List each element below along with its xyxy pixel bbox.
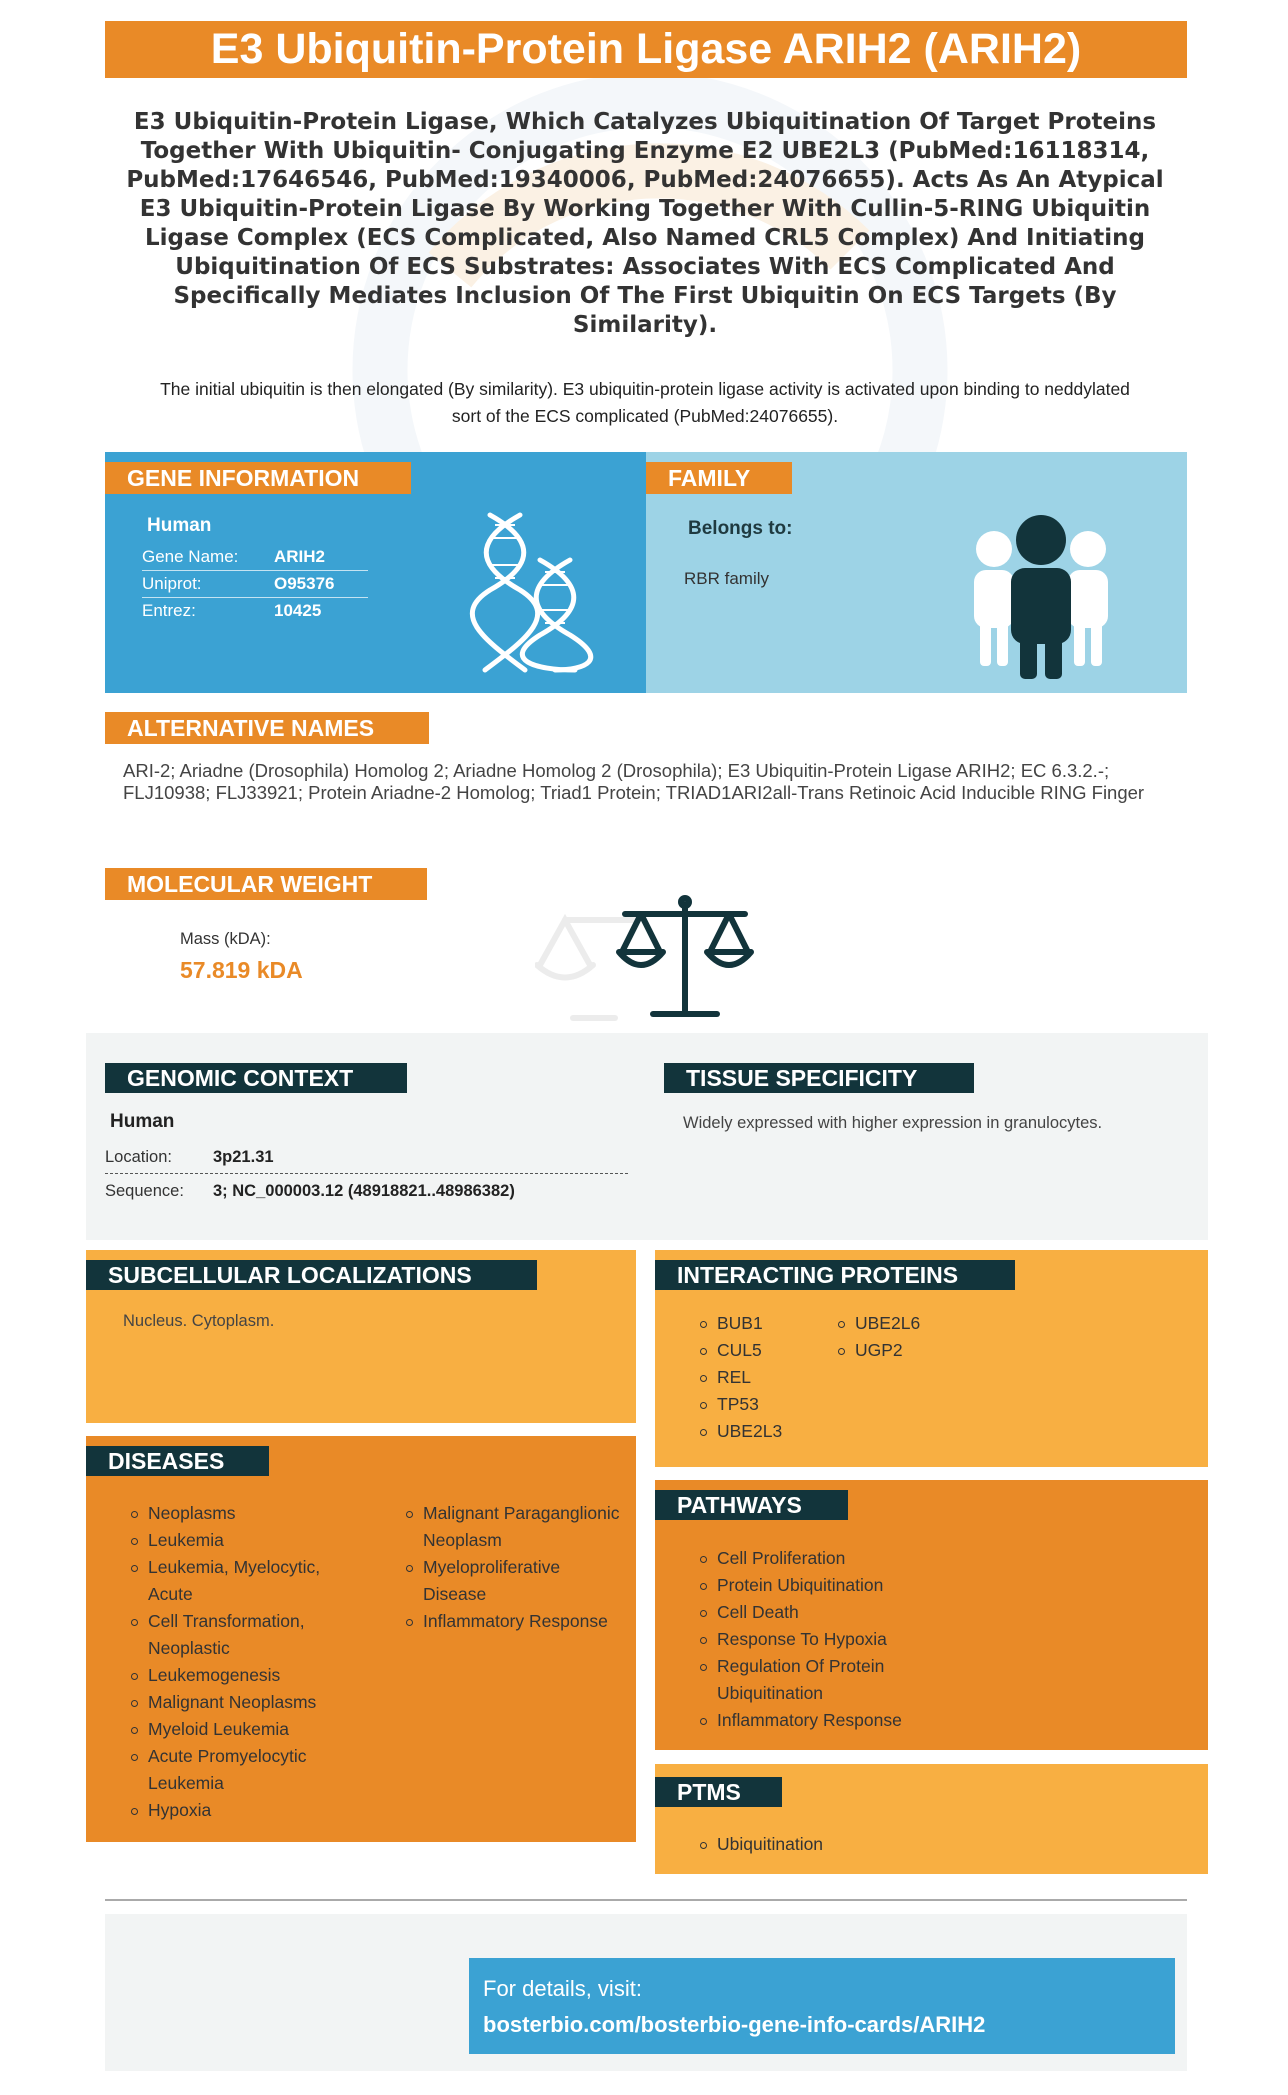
genomic-context-header: GENOMIC CONTEXT <box>105 1063 407 1093</box>
alternative-names-text: ARI-2; Ariadne (Drosophila) Homolog 2; Ariadne Homolog 2 (Drosophila); E3 Ubiquitin-Protein Ligase ARIH2; EC 6.3.2.-; FLJ10938; FLJ33921; Protein Ariadne-2 Homolog; Triad1 Protein; TRIAD1ARI2all-Trans Retinoic Acid Inducible RING Finger <box>123 760 1145 803</box>
entrez-value: 10425 <box>274 601 322 620</box>
subcellular-panel <box>86 1250 636 1423</box>
pathways-header: PATHWAYS <box>655 1490 848 1520</box>
list-item: Ubiquitination <box>697 1831 823 1858</box>
gene-name-label: Gene Name: <box>142 547 239 566</box>
list-item: Response To Hypoxia <box>697 1626 937 1653</box>
details-label: For details, visit: <box>483 1976 642 2001</box>
mass-value: 57.819 kDA <box>180 957 303 983</box>
interacting-proteins-list-2 <box>835 1310 920 1364</box>
tissue-specificity-text: Widely expressed with higher expression in granulocytes. <box>683 1114 1103 1132</box>
sequence-label: Sequence: <box>105 1182 184 1200</box>
people-group-icon <box>966 514 1116 679</box>
location-row <box>105 1144 628 1174</box>
uniprot-label: Uniprot: <box>142 574 202 593</box>
details-link[interactable]: bosterbio.com/bosterbio-gene-info-cards/ARIH2 <box>483 2012 986 2037</box>
ptms-panel <box>655 1764 1208 1874</box>
list-item: UBE2L6 <box>835 1310 920 1337</box>
location-label: Location: <box>105 1148 172 1166</box>
list-item: Malignant Neoplasms <box>128 1689 348 1716</box>
footer <box>105 1914 1187 2071</box>
family-panel <box>646 452 1187 693</box>
gene-summary-detail: The initial ubiquitin is then elongated (By similarity). E3 ubiquitin-protein ligase activity is activated upon binding to neddylated sort of the ECS complicated (PubMed:24076655). <box>160 379 1130 426</box>
subcellular-header: SUBCELLULAR LOCALIZATIONS <box>86 1260 537 1290</box>
gene-information-panel <box>105 452 646 693</box>
details-box[interactable] <box>469 1958 1175 2054</box>
alternative-names-header: ALTERNATIVE NAMES <box>105 712 429 744</box>
list-item: TP53 <box>697 1391 782 1418</box>
list-item: Neoplasms <box>128 1500 348 1527</box>
genomic-species: Human <box>110 1111 175 1132</box>
entrez-row <box>142 598 368 625</box>
list-item: CUL5 <box>697 1337 782 1364</box>
uniprot-row <box>142 571 368 598</box>
diseases-panel <box>86 1436 636 1842</box>
ptms-header: PTMS <box>655 1777 782 1807</box>
list-item: UBE2L3 <box>697 1418 782 1445</box>
gene-species: Human <box>147 515 212 536</box>
list-item: UGP2 <box>835 1337 920 1364</box>
diseases-list-1 <box>128 1500 348 1824</box>
list-item: Malignant Paraganglionic Neoplasm <box>403 1500 623 1554</box>
gene-name-value: ARIH2 <box>274 547 326 566</box>
gene-summary: E3 Ubiquitin-Protein Ligase, Which Catalyzes Ubiquitination Of Target Proteins Together With Ubiquitin- Conjugating Enzyme E2 UBE2L3 (PubMed:16118314, PubMed:17646546, PubMed:19340006, PubMed:24076655). Acts As An Atypical E3 Ubiquitin-Protein Ligase By Working Together With Cullin-5-RING Ubiquitin Ligase Complex (ECS Complicated, Also Named CRL5 Complex) And Initiating Ubiquitination Of ECS Substrates: Associates With ECS Complicated And Specifically Mediates Inclusion Of The First Ubiquitin On ECS Targets (By Similarity). <box>126 109 1164 338</box>
list-item: Myeloproliferative Disease <box>403 1554 623 1608</box>
title-bar <box>105 21 1187 78</box>
dna-icon <box>465 510 615 675</box>
interacting-proteins-header: INTERACTING PROTEINS <box>655 1260 1015 1290</box>
list-item: Leukemogenesis <box>128 1662 348 1689</box>
list-item: Regulation Of Protein Ubiquitination <box>697 1653 937 1707</box>
list-item: Cell Transformation, Neoplastic <box>128 1608 348 1662</box>
entrez-label: Entrez: <box>142 601 196 620</box>
sequence-value: 3; NC_000003.12 (48918821..48986382) <box>213 1182 515 1200</box>
gene-name-row <box>142 544 368 571</box>
pathways-panel <box>655 1480 1208 1750</box>
list-item: Cell Death <box>697 1599 937 1626</box>
list-item: Inflammatory Response <box>403 1608 623 1635</box>
list-item: Cell Proliferation <box>697 1545 937 1572</box>
tissue-specificity-header: TISSUE SPECIFICITY <box>664 1063 974 1093</box>
list-item: Leukemia <box>128 1527 348 1554</box>
mass-label: Mass (kDA): <box>180 930 271 948</box>
family-value: RBR family <box>684 569 770 588</box>
scale-icon <box>535 890 765 1030</box>
list-item: Acute Promyelocytic Leukemia <box>128 1743 348 1797</box>
interacting-proteins-panel <box>655 1250 1208 1467</box>
gene-information-header: GENE INFORMATION <box>105 462 411 494</box>
interacting-proteins-list-1 <box>697 1310 782 1445</box>
footer-divider <box>105 1899 1187 1901</box>
pathways-list <box>697 1545 937 1734</box>
list-item: Protein Ubiquitination <box>697 1572 937 1599</box>
ptms-list <box>697 1831 823 1858</box>
family-header: FAMILY <box>646 462 792 494</box>
list-item: Inflammatory Response <box>697 1707 937 1734</box>
list-item: Myeloid Leukemia <box>128 1716 348 1743</box>
list-item: Leukemia, Myelocytic, Acute <box>128 1554 348 1608</box>
diseases-header: DISEASES <box>86 1446 269 1476</box>
family-belongs-label: Belongs to: <box>688 518 793 539</box>
list-item: REL <box>697 1364 782 1391</box>
location-value: 3p21.31 <box>213 1148 274 1166</box>
diseases-list-2 <box>403 1500 623 1635</box>
uniprot-value: O95376 <box>274 574 335 593</box>
sequence-row <box>105 1180 628 1208</box>
subcellular-text: Nucleus. Cytoplasm. <box>123 1312 275 1330</box>
molecular-weight-header: MOLECULAR WEIGHT <box>105 868 427 900</box>
list-item: Hypoxia <box>128 1797 348 1824</box>
list-item: BUB1 <box>697 1310 782 1337</box>
page-title: E3 Ubiquitin-Protein Ligase ARIH2 (ARIH2) <box>210 25 1082 73</box>
context-section <box>86 1033 1208 1240</box>
